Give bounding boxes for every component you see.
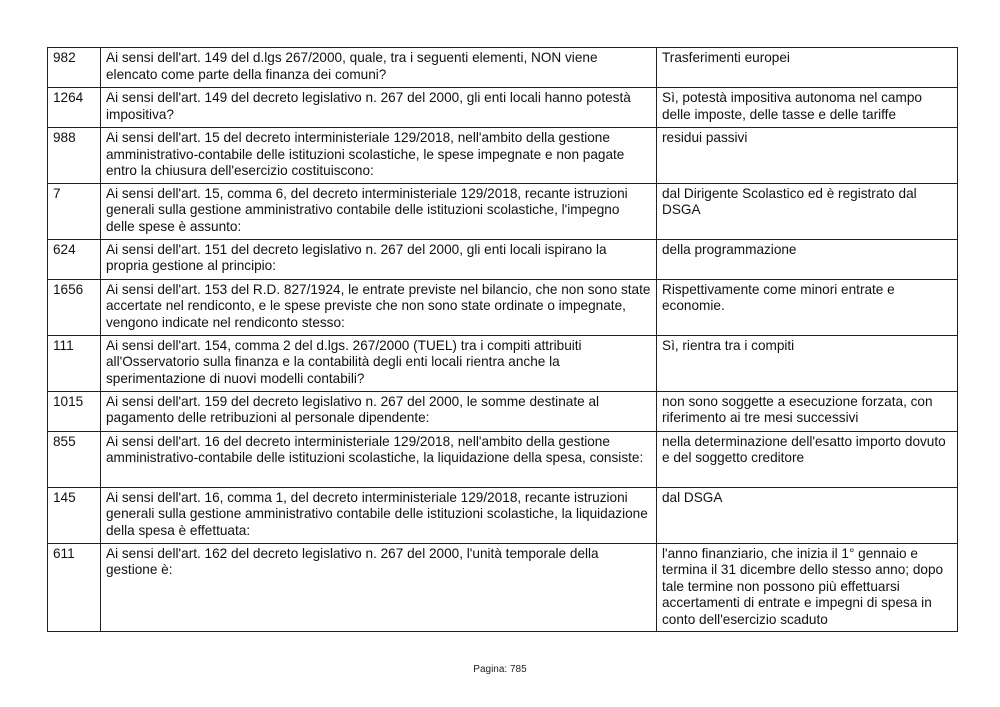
table-row — [48, 88, 958, 128]
questions-table — [47, 47, 958, 632]
table-row — [48, 279, 958, 335]
row-answer: Trasferimenti europei — [657, 48, 958, 88]
row-id: 111 — [48, 335, 101, 391]
row-answer: residui passivi — [657, 128, 958, 184]
row-answer: Sì, rientra tra i compiti — [657, 335, 958, 391]
row-question: Ai sensi dell'art. 16, comma 1, del decreto interministeriale 129/2018, recante istruzioni generali sulla gestione amministrativo contabile delle istituzioni scolastiche, la liquidazione della spesa è effettuata: — [101, 487, 657, 543]
row-question: Ai sensi dell'art. 149 del decreto legislativo n. 267 del 2000, gli enti locali hanno potestà impositiva? — [101, 88, 657, 128]
row-id: 988 — [48, 128, 101, 184]
row-id: 1015 — [48, 391, 101, 431]
table-row — [48, 431, 958, 487]
row-id: 611 — [48, 543, 101, 632]
row-answer: dal Dirigente Scolastico ed è registrato dal DSGA — [657, 183, 958, 239]
table-row — [48, 543, 958, 632]
page-number: Pagina: 785 — [473, 664, 527, 675]
row-question: Ai sensi dell'art. 149 del d.lgs 267/2000, quale, tra i seguenti elementi, NON viene elencato come parte della finanza dei comuni? — [101, 48, 657, 88]
row-question: Ai sensi dell'art. 154, comma 2 del d.lgs. 267/2000 (TUEL) tra i compiti attribuiti all'Osservatorio sulla finanza e la contabilità degli enti locali rientra anche la sperimentazione di nuovi modelli contabili? — [101, 335, 657, 391]
row-question: Ai sensi dell'art. 153 del R.D. 827/1924, le entrate previste nel bilancio, che non sono state accertate nel rendiconto, e le spese previste che non sono state ordinate o impegnate, vengono indicate nel rendiconto stesso: — [101, 279, 657, 335]
row-answer: dal DSGA — [657, 487, 958, 543]
row-question: Ai sensi dell'art. 159 del decreto legislativo n. 267 del 2000, le somme destinate al pagamento delle retribuzioni al personale dipendente: — [101, 391, 657, 431]
row-answer: l'anno finanziario, che inizia il 1° gennaio e termina il 31 dicembre dello stesso anno; dopo tale termine non possono più effettuarsi accertamenti di entrate e impegni di spesa in conto dell'esercizio scaduto — [657, 543, 958, 632]
row-answer: nella determinazione dell'esatto importo dovuto e del soggetto creditore — [657, 431, 958, 487]
row-id: 1656 — [48, 279, 101, 335]
row-id: 982 — [48, 48, 101, 88]
table-row — [48, 48, 958, 88]
row-id: 145 — [48, 487, 101, 543]
row-question: Ai sensi dell'art. 16 del decreto interministeriale 129/2018, nell'ambito della gestione amministrativo-contabile delle istituzioni scolastiche, la liquidazione della spesa, consiste: — [101, 431, 657, 487]
table-row — [48, 183, 958, 239]
row-question: Ai sensi dell'art. 15 del decreto interministeriale 129/2018, nell'ambito della gestione amministrativo-contabile delle istituzioni scolastiche, le spese impegnate e non pagate entro la chiusura dell'esercizio costituiscono: — [101, 128, 657, 184]
row-answer: Sì, potestà impositiva autonoma nel campo delle imposte, delle tasse e delle tariffe — [657, 88, 958, 128]
table-row — [48, 487, 958, 543]
row-id: 1264 — [48, 88, 101, 128]
row-answer: non sono soggette a esecuzione forzata, con riferimento ai tre mesi successivi — [657, 391, 958, 431]
row-question: Ai sensi dell'art. 151 del decreto legislativo n. 267 del 2000, gli enti locali ispirano la propria gestione al principio: — [101, 239, 657, 279]
table-row — [48, 391, 958, 431]
table-row — [48, 239, 958, 279]
table-row — [48, 128, 958, 184]
row-question: Ai sensi dell'art. 162 del decreto legislativo n. 267 del 2000, l'unità temporale della gestione è: — [101, 543, 657, 632]
row-answer: della programmazione — [657, 239, 958, 279]
table-row — [48, 335, 958, 391]
row-id: 624 — [48, 239, 101, 279]
row-question: Ai sensi dell'art. 15, comma 6, del decreto interministeriale 129/2018, recante istruzioni generali sulla gestione amministrativo contabile delle istituzioni scolastiche, l'impegno delle spese è assunto: — [101, 183, 657, 239]
row-id: 855 — [48, 431, 101, 487]
row-id: 7 — [48, 183, 101, 239]
row-answer: Rispettivamente come minori entrate e economie. — [657, 279, 958, 335]
